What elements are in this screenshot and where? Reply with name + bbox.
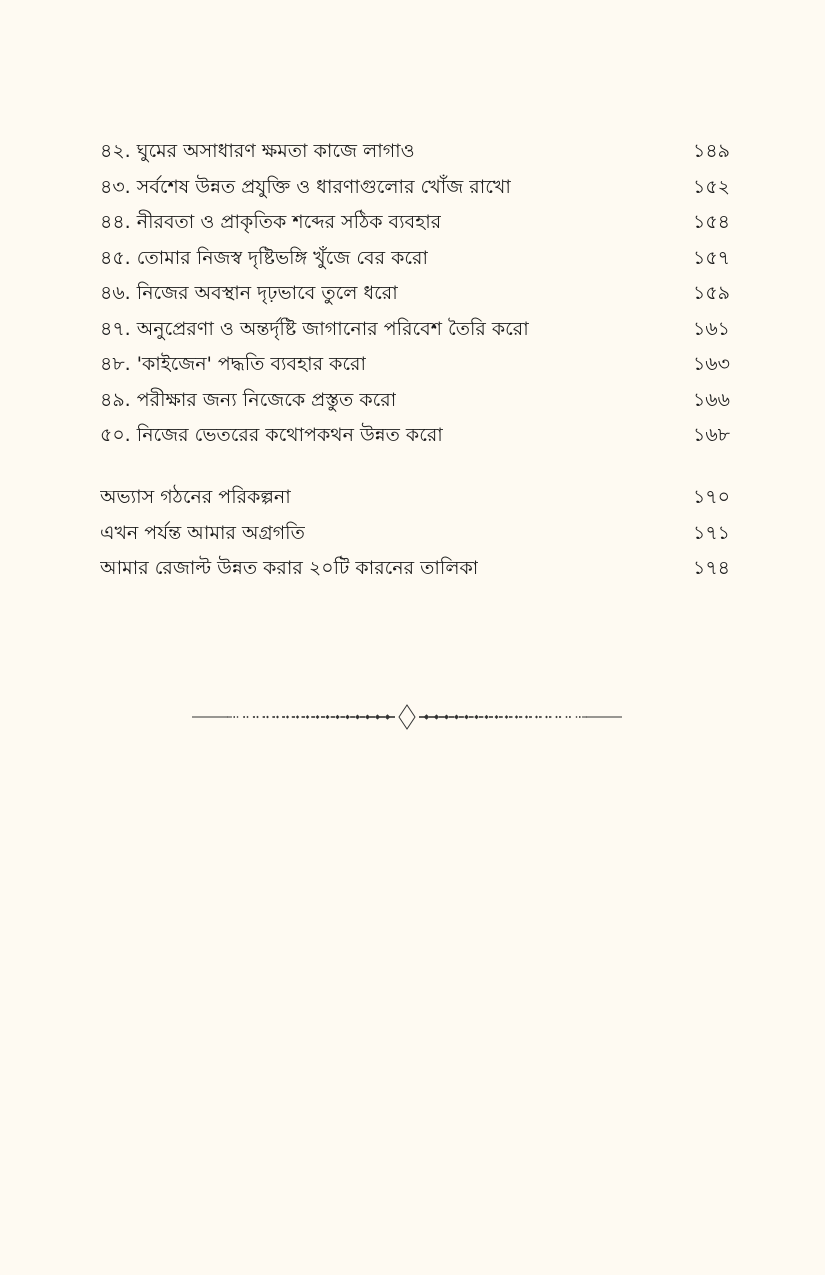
toc-entry-page: ১৫৭ bbox=[692, 246, 730, 269]
toc-entry-50[interactable] bbox=[100, 418, 730, 454]
toc-entry-page: ১৬১ bbox=[692, 317, 730, 340]
toc-entry-page: ১৭০ bbox=[692, 486, 730, 508]
toc-entry-title: ৪৮. 'কাইজেন' পদ্ধতি ব্যবহার করো bbox=[100, 353, 366, 375]
chapter-list bbox=[100, 134, 730, 454]
toc-entry-47[interactable] bbox=[100, 312, 730, 348]
toc-entry-title: ৫০. নিজের ভেতরের কথোপকথন উন্নত করো bbox=[100, 424, 443, 446]
toc-entry-title: ৪৫. তোমার নিজস্ব দৃষ্টিভঙ্গি খুঁজে বের করো bbox=[100, 246, 428, 269]
toc-entry-44[interactable] bbox=[100, 205, 730, 241]
appendix-list bbox=[100, 480, 730, 587]
toc-entry-page: ১৭১ bbox=[692, 521, 730, 544]
toc-entry-title: অভ্যাস গঠনের পরিকল্পনা bbox=[100, 486, 291, 508]
toc-entry-page: ১৪৯ bbox=[693, 140, 730, 162]
toc-entry-page: ১৭৪ bbox=[692, 557, 730, 579]
toc-entry-49[interactable] bbox=[100, 383, 730, 419]
toc-entry-page: ১৬৮ bbox=[692, 424, 730, 446]
toc-entry-page: ১৬৬ bbox=[692, 388, 730, 411]
toc-entry-46[interactable] bbox=[100, 276, 730, 312]
toc-entry-page: ১৬৩ bbox=[692, 353, 730, 375]
decorative-divider-icon bbox=[192, 700, 622, 734]
toc-entry-title: ৪৯. পরীক্ষার জন্য নিজেকে প্রস্তুত করো bbox=[100, 388, 397, 411]
toc-entry-title: ৪৩. সর্বশেষ উন্নত প্রযুক্তি ও ধারণাগুলোর খোঁজ রাখো bbox=[100, 175, 511, 198]
toc-entry-page: ১৫৯ bbox=[693, 282, 730, 304]
toc-entry-progress[interactable] bbox=[100, 516, 730, 552]
toc-entry-page: ১৫৪ bbox=[693, 211, 730, 233]
toc-entry-42[interactable] bbox=[100, 134, 730, 170]
toc-entry-title: আমার রেজাল্ট উন্নত করার ২০টি কারনের তালিকা bbox=[100, 557, 479, 579]
toc-entry-title: ৪৪. নীরবতা ও প্রাকৃতিক শব্দের সঠিক ব্যবহার bbox=[100, 211, 442, 233]
toc-entry-48[interactable] bbox=[100, 347, 730, 383]
toc-entry-title: এখন পর্যন্ত আমার অগ্রগতি bbox=[100, 521, 305, 544]
toc-entry-45[interactable] bbox=[100, 241, 730, 277]
toc-entry-title: ৪২. ঘুমের অসাধারণ ক্ষমতা কাজে লাগাও bbox=[100, 140, 415, 162]
toc-entry-43[interactable] bbox=[100, 170, 730, 206]
toc-entry-reasons-list[interactable] bbox=[100, 551, 730, 587]
toc-entry-title: ৪৭. অনুপ্রেরণা ও অন্তর্দৃষ্টি জাগানোর পরিবেশ তৈরি করো bbox=[100, 317, 529, 340]
toc-entry-habit-plan[interactable] bbox=[100, 480, 730, 516]
toc-entry-page: ১৫২ bbox=[692, 175, 730, 198]
toc-entry-title: ৪৬. নিজের অবস্থান দৃঢ়ভাবে তুলে ধরো bbox=[100, 282, 398, 304]
